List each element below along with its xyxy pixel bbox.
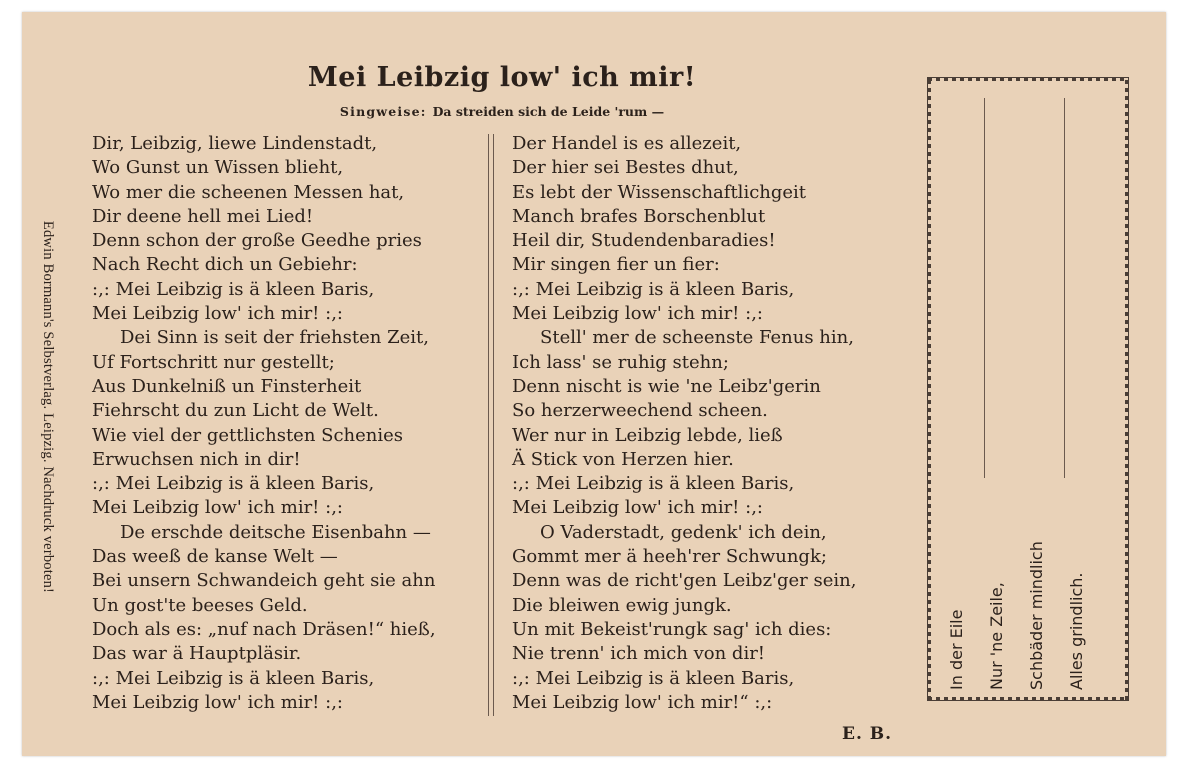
lyric-line: Mei Leibzig low' ich mir! :,:	[92, 497, 343, 519]
lyric-line: :,: Mei Leibzig is ä kleen Baris,	[92, 667, 375, 689]
lyric-line: :,: Mei Leibzig is ä kleen Baris,	[512, 667, 795, 689]
column-divider	[488, 134, 494, 716]
lyric-line: Denn was de richt'gen Leibz'ger sein,	[512, 570, 857, 592]
lyric-line: Wo Gunst un Wissen blieht,	[92, 157, 344, 179]
lyric-line: Heil dir, Studendenbaradies!	[512, 230, 776, 252]
lyric-line: Aus Dunkelniß un Finsterheit	[92, 375, 362, 397]
lyric-line: O Vaderstadt, gedenk' ich dein,	[540, 521, 827, 543]
melody-text: Da streiden sich de Leide 'rum —	[432, 104, 665, 119]
lyric-line: Die bleiwen ewig jungk.	[512, 594, 732, 616]
lyric-line: Un mit Bekeist'rungk sag' ich dies:	[512, 618, 832, 640]
lyric-line: So herzerweechend scheen.	[512, 400, 768, 422]
lyric-line: Doch als es: „nuf nach Dräsen!“ hieß,	[92, 618, 436, 640]
lyric-line: Denn schon der große Geedhe pries	[92, 230, 422, 252]
song-title: Mei Leibzig low' ich mir!	[307, 62, 697, 93]
melody-label: Singweise:	[339, 104, 427, 119]
lyric-line: Ich lass' se ruhig stehn;	[512, 351, 729, 373]
lyric-line: Dir, Leibzig, liewe Lindenstadt,	[92, 133, 378, 154]
lyric-line: :,: Mei Leibzig is ä kleen Baris,	[92, 278, 375, 300]
lyric-line: :,: Mei Leibzig is ä kleen Baris,	[512, 278, 795, 300]
postcard	[22, 12, 1166, 756]
lyric-line: Mei Leibzig low' ich mir! :,:	[512, 497, 763, 519]
lyric-line: Denn nischt is wie 'ne Leibz'gerin	[512, 375, 821, 397]
note-line-text: Nur 'ne Zeile,	[987, 582, 1006, 690]
note-line-text: Alles grindlich.	[1067, 572, 1086, 690]
lyric-line: Bei unsern Schwandeich geht sie ahn	[92, 570, 436, 592]
lyric-line: Es lebt der Wissenschaftlichgeit	[512, 181, 807, 203]
lyric-line: Nach Recht dich un Gebiehr:	[92, 254, 358, 276]
lyric-line: Wer nur in Leibzig lebde, ließ	[512, 424, 783, 446]
lyric-line: Mei Leibzig low' ich mir! :,:	[512, 303, 763, 325]
lyric-line: De erschde deitsche Eisenbahn —	[120, 521, 431, 543]
lyric-line: Mei Leibzig low' ich mir! :,:	[92, 303, 343, 325]
lyric-line: Manch brafes Borschenblut	[512, 205, 766, 227]
author-signature: E. B.	[842, 724, 893, 744]
lyric-line: Das weeß de kanse Welt —	[92, 546, 338, 568]
lyric-line: Wie viel der gettlichsten Schenies	[92, 424, 404, 446]
lyric-line: Mei Leibzig low' ich mir! :,:	[92, 691, 343, 713]
lyric-line: Gommt mer ä heeh'rer Schwungk;	[512, 546, 827, 568]
lyric-line: Der Handel is es allezeit,	[512, 133, 742, 154]
note-line-text: In der Eile	[947, 609, 966, 690]
lyric-line: Stell' mer de scheenste Fenus hin,	[540, 327, 854, 349]
writing-line	[984, 98, 985, 478]
lyric-line: Dei Sinn is seit der friehsten Zeit,	[120, 327, 429, 349]
lyric-line: :,: Mei Leibzig is ä kleen Baris,	[512, 473, 795, 495]
song-melody-note	[252, 104, 752, 119]
lyric-line: Das war ä Hauptpläsir.	[92, 643, 302, 665]
lyric-line: Dir deene hell mei Lied!	[92, 205, 314, 227]
lyric-line: Fiehrscht du zun Licht de Welt.	[92, 400, 379, 422]
note-box	[919, 69, 1137, 709]
publisher-imprint-text: Edwin Bormann's Selbstverlag. Leipzig. Nachdruck verboten!	[40, 220, 56, 594]
lyric-line: Mir singen fier un fier:	[512, 254, 720, 276]
lyrics-column-right	[512, 132, 912, 715]
lyric-line: Ä Stick von Herzen hier.	[512, 448, 734, 470]
lyric-line: Nie trenn' ich mich von dir!	[512, 643, 766, 665]
lyric-line: Erwuchsen nich in dir!	[92, 448, 301, 470]
lyric-line: Un gost'te beeses Geld.	[92, 594, 308, 616]
lyric-line: :,: Mei Leibzig is ä kleen Baris,	[92, 473, 375, 495]
publisher-imprint	[34, 107, 62, 707]
lyrics-column-left	[92, 132, 492, 715]
lyric-line: Der hier sei Bestes dhut,	[512, 157, 739, 179]
lyric-line: Wo mer die scheenen Messen hat,	[92, 181, 405, 203]
note-line-text: Schbäder mindlich	[1027, 541, 1046, 690]
writing-line	[1064, 98, 1065, 478]
lyric-line: Uf Fortschritt nur gestellt;	[92, 351, 335, 373]
lyric-line: Mei Leibzig low' ich mir!“ :,:	[512, 691, 773, 713]
